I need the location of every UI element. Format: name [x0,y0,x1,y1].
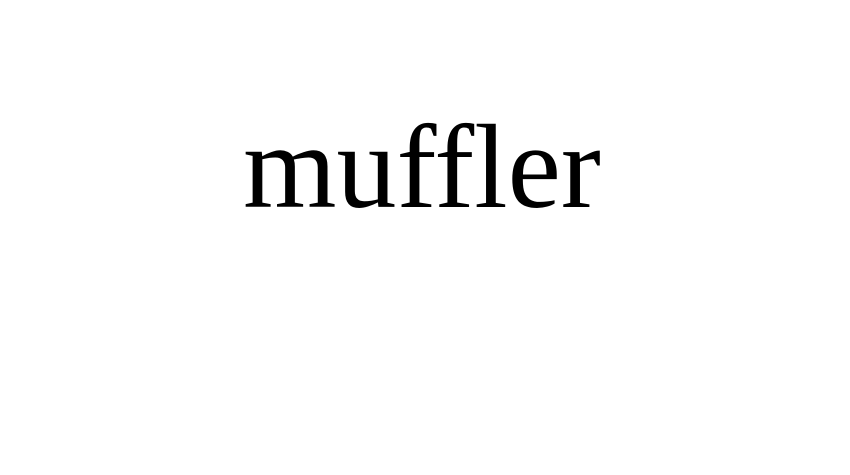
word-text: muffler [243,100,601,233]
